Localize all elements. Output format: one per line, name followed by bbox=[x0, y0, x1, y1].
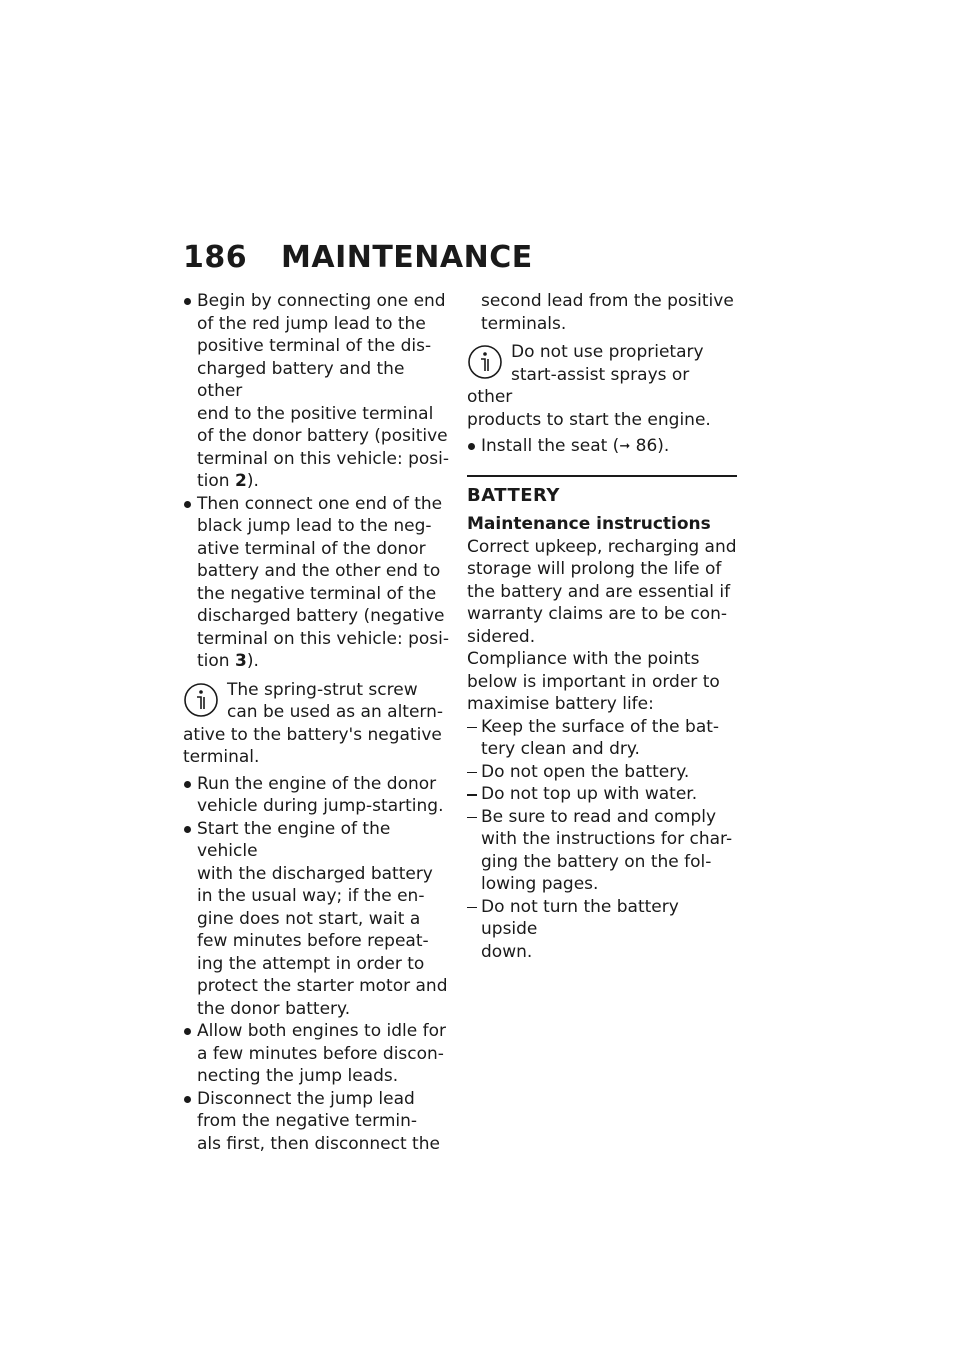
text-line: Run the engine of the donor bbox=[197, 773, 437, 794]
info-icon bbox=[183, 682, 219, 718]
text-line: can be used as an altern- bbox=[227, 702, 444, 722]
text-line: with the instructions for char- bbox=[481, 829, 733, 849]
text-span: ). bbox=[246, 651, 259, 671]
text-span: ). bbox=[246, 471, 259, 491]
text-line: tery clean and dry. bbox=[481, 739, 640, 759]
text-line bbox=[197, 470, 451, 493]
text-line: Keep the surface of the bat- bbox=[481, 716, 720, 737]
text-line: protect the starter motor and bbox=[197, 976, 448, 996]
text-line: Do not turn the battery upside bbox=[481, 896, 679, 939]
text-line: ative to the battery's negative bbox=[183, 724, 442, 745]
text-line: few minutes before repeat- bbox=[197, 931, 429, 951]
dash-item bbox=[467, 716, 739, 761]
text-line: down. bbox=[481, 941, 533, 962]
text-line: products to start the engine. bbox=[467, 409, 711, 430]
text-line: below is important in order to bbox=[467, 671, 720, 692]
text-line: als first, then disconnect the bbox=[197, 1133, 440, 1154]
text-line: ative terminal of the donor bbox=[197, 538, 426, 559]
text-line: start-assist sprays or other bbox=[467, 364, 690, 407]
list-item bbox=[183, 773, 451, 818]
text-line: end to the positive terminal bbox=[197, 403, 434, 424]
text-line: The spring-strut screw bbox=[227, 679, 418, 700]
text-line: battery and the other end to bbox=[197, 561, 441, 581]
page-number: 186 bbox=[183, 240, 248, 275]
text-line: the negative terminal of the bbox=[197, 583, 437, 604]
right-column bbox=[467, 290, 739, 963]
text-line: positive terminal of the dis- bbox=[197, 336, 432, 356]
section-divider bbox=[467, 475, 737, 477]
text-line: gine does not start, wait a bbox=[197, 908, 421, 929]
info-icon bbox=[467, 344, 503, 380]
text-line: the donor battery. bbox=[197, 998, 351, 1019]
text-line: terminal. bbox=[183, 747, 260, 767]
page-ref[interactable]: 86). bbox=[630, 436, 670, 456]
page-title: MAINTENANCE bbox=[281, 240, 533, 275]
text-line: in the usual way; if the en- bbox=[197, 886, 425, 906]
text-line: black jump lead to the neg- bbox=[197, 516, 432, 536]
text-line: of the red jump lead to the bbox=[197, 313, 426, 334]
text-line: Then connect one end of the bbox=[197, 493, 443, 514]
text-line: terminals. bbox=[481, 313, 567, 334]
text-line: Be sure to read and comply bbox=[481, 806, 717, 827]
section-title: BATTERY bbox=[467, 484, 560, 506]
page-ref-arrow-icon: ➞ bbox=[619, 439, 631, 454]
list-item bbox=[183, 1020, 451, 1088]
text-line: storage will prolong the life of bbox=[467, 559, 722, 579]
text-line: Do not open the battery. bbox=[481, 761, 690, 782]
text-line: Disconnect the jump lead bbox=[197, 1088, 415, 1109]
text-line: with the discharged battery bbox=[197, 863, 433, 884]
list-item bbox=[183, 493, 451, 673]
subheading: Maintenance instructions bbox=[467, 514, 711, 534]
text-line: maximise battery life: bbox=[467, 694, 654, 714]
text-line: Allow both engines to idle for bbox=[197, 1021, 447, 1041]
left-column bbox=[183, 290, 451, 1155]
text-line: of the donor battery (positive bbox=[197, 426, 448, 446]
text-line: charged battery and the other bbox=[197, 358, 405, 401]
text-line: from the negative termin- bbox=[197, 1111, 418, 1131]
list-item bbox=[183, 290, 451, 493]
paragraph bbox=[467, 648, 739, 716]
list-item bbox=[467, 435, 739, 459]
text-line: second lead from the positive bbox=[481, 291, 734, 311]
text-line: Compliance with the points bbox=[467, 649, 700, 669]
text-span: tion bbox=[197, 471, 235, 491]
text-line: lowing pages. bbox=[481, 874, 599, 894]
page-header bbox=[183, 240, 533, 275]
text-line: Start the engine of the vehicle bbox=[197, 818, 391, 861]
text-line: a few minutes before discon- bbox=[197, 1043, 444, 1064]
text-line: ing the attempt in order to bbox=[197, 953, 425, 974]
text-line: Correct upkeep, recharging and bbox=[467, 536, 737, 557]
text-line: Do not top up with water. bbox=[481, 784, 698, 804]
text-line: vehicle during jump-starting. bbox=[197, 796, 444, 816]
text-line: Do not use proprietary bbox=[511, 342, 704, 362]
position-ref: 2 bbox=[234, 471, 247, 491]
list-item bbox=[183, 818, 451, 1021]
dash-item bbox=[467, 896, 739, 964]
info-note bbox=[183, 679, 451, 769]
text-span: Install the seat ( bbox=[481, 436, 620, 456]
text-line: sidered. bbox=[467, 626, 536, 647]
text-line: the battery and are essential if bbox=[467, 581, 731, 602]
text-line: terminal on this vehicle: posi- bbox=[197, 448, 450, 469]
text-line: Begin by connecting one end bbox=[197, 291, 446, 311]
paragraph bbox=[467, 536, 739, 649]
dash-item bbox=[467, 761, 739, 784]
list-item-continuation bbox=[467, 290, 739, 335]
text-line: warranty claims are to be con- bbox=[467, 604, 728, 624]
dash-item bbox=[467, 783, 739, 806]
text-line: terminal on this vehicle: posi- bbox=[197, 628, 450, 649]
text-line bbox=[197, 650, 451, 673]
text-span: tion bbox=[197, 651, 235, 671]
text-line bbox=[481, 435, 739, 459]
position-ref: 3 bbox=[234, 651, 247, 671]
dash-item bbox=[467, 806, 739, 896]
text-line: ging the battery on the fol- bbox=[481, 851, 712, 872]
list-item bbox=[183, 1088, 451, 1156]
info-note bbox=[467, 341, 739, 431]
text-line: discharged battery (negative bbox=[197, 606, 445, 626]
text-line: necting the jump leads. bbox=[197, 1066, 399, 1086]
